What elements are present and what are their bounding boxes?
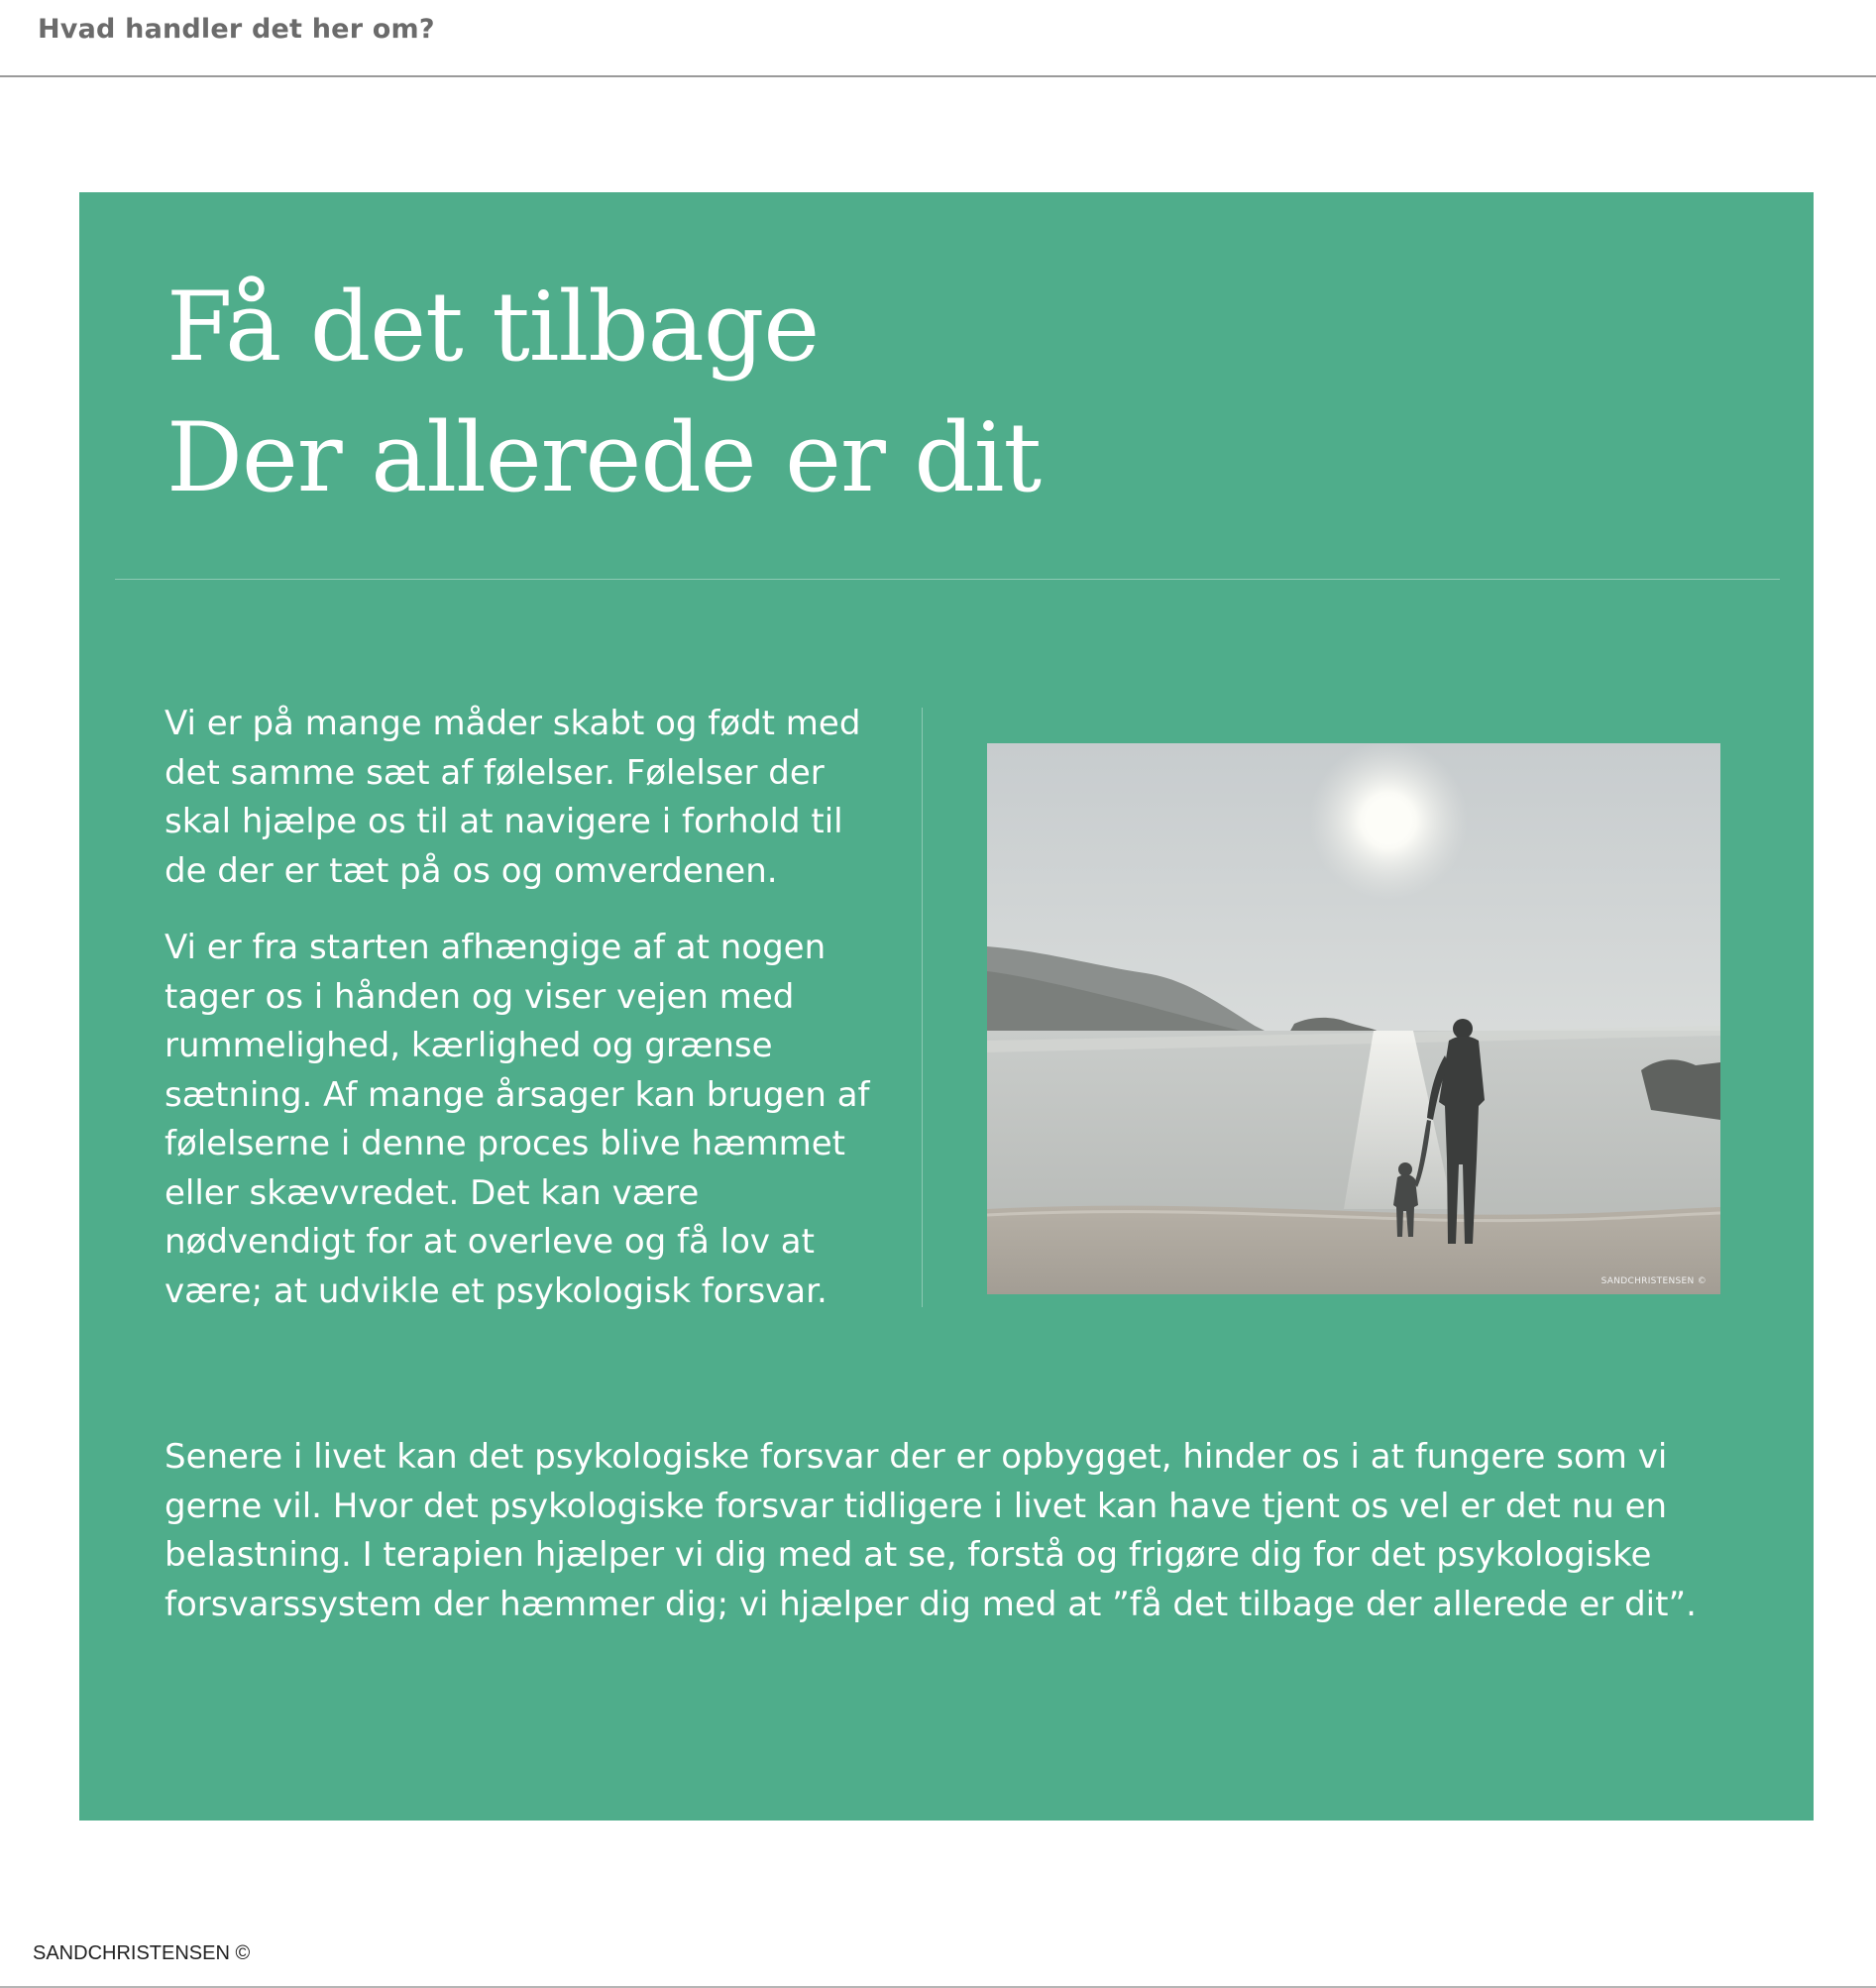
header-title: Hvad handler det her om? xyxy=(38,14,435,45)
paragraph-2: Vi er fra starten afhængige af at nogen tager os i hånden og viser vejen med rummelighed, kærlighed og grænse sætning. Af mange årsager kan brugen af følelserne i denne proces blive hæmmet eller skævvredet. Det kan være nødvendigt for at overleve og få lov at være; at udvikle et psykologisk forsvar. xyxy=(165,928,870,1311)
hero-heading-line-1: Få det tilbage xyxy=(166,272,820,383)
horizontal-divider xyxy=(115,579,1780,580)
top-header-bar xyxy=(0,0,1876,77)
hero-heading-line-2: Der allerede er dit xyxy=(166,402,1042,513)
beach-photo-image xyxy=(987,743,1720,1294)
hero-heading xyxy=(166,262,1041,523)
vertical-divider xyxy=(922,708,923,1307)
hero-card xyxy=(79,192,1814,1821)
paragraph-1: Vi er på mange måder skabt og født med det samme sæt af følelser. Følelser der skal hjælpe os til at navigere i forhold til de der er tæt på os og omverdenen. xyxy=(165,704,861,891)
paragraph-3: Senere i livet kan det psykologiske forsvar der er opbygget, hinder os i at fungere som vi gerne vil. Hvor det psykologiske forsvar tidligere i livet kan have tjent os vel er det nu en belastning. I terapien hjælper vi dig med at se, forstå og frigøre dig for det psykologiske forsvarssystem der hæmmer dig; vi hjælper dig med at ”få det tilbage der allerede er dit”. xyxy=(165,1437,1697,1624)
footer xyxy=(0,1933,1876,1988)
photo-watermark: SANDCHRISTENSEN © xyxy=(1600,1276,1707,1286)
footer-copyright: SANDCHRISTENSEN © xyxy=(33,1942,251,1964)
beach-photo xyxy=(987,743,1720,1294)
text-column xyxy=(165,700,878,1344)
